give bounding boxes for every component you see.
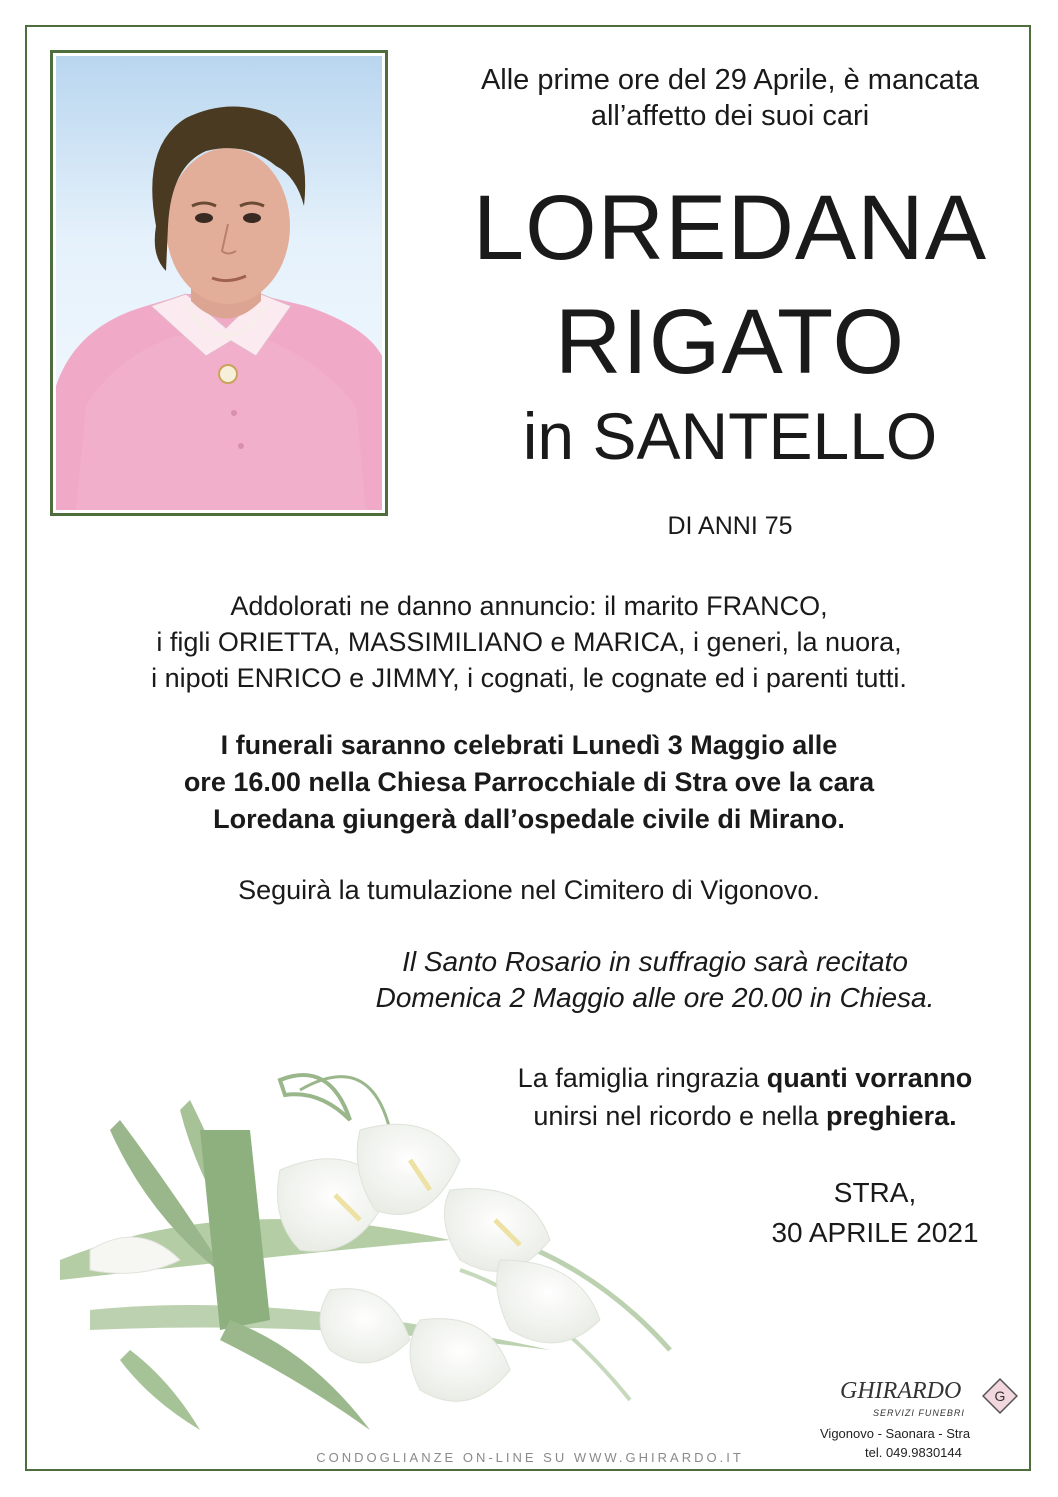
announcement-block bbox=[40, 588, 1018, 696]
funeral-block bbox=[40, 727, 1018, 838]
portrait-illustration bbox=[56, 56, 382, 510]
burial-text: Seguirà la tumulazione nel Cimitero di Vigonovo. bbox=[238, 875, 820, 905]
funeral-line: I funerali saranno celebrati Lunedì 3 Maggio alle bbox=[220, 730, 838, 760]
first-name: LOREDANA bbox=[472, 177, 988, 279]
age-label: DI ANNI 75 bbox=[667, 512, 793, 540]
intro-line: all’affetto dei suoi cari bbox=[590, 100, 870, 132]
rosary-block bbox=[300, 944, 1010, 1016]
rosary-line: Domenica 2 Maggio alle ore 20.00 in Chiesa. bbox=[375, 982, 935, 1013]
thanks-block bbox=[450, 1059, 1040, 1135]
announcement-line: i figli ORIETTA, MASSIMILIANO e MARICA, i generi, la nuora, bbox=[156, 627, 902, 657]
portrait-photo bbox=[50, 50, 388, 516]
logo-diamond-icon bbox=[982, 1378, 1018, 1414]
thanks-line bbox=[450, 1059, 1040, 1097]
announcement-line: Addolorati ne danno annuncio: il marito FRANCO, bbox=[230, 591, 828, 621]
married-name: in SANTELLO bbox=[522, 399, 938, 473]
announcement-line: i nipoti ENRICO e JIMMY, i cognati, le cognate ed i parenti tutti. bbox=[151, 663, 907, 693]
thanks-text: unirsi nel ricordo e nella bbox=[533, 1101, 827, 1131]
place-date bbox=[750, 1173, 1000, 1253]
logo-mark-letter: G bbox=[994, 1388, 1006, 1404]
rosary-line: Il Santo Rosario in suffragio sarà recitato bbox=[402, 946, 908, 977]
thanks-emphasis: quanti vorranno bbox=[766, 1063, 973, 1093]
logo-phone: tel. 049.9830144 bbox=[865, 1445, 962, 1460]
last-name: RIGATO bbox=[554, 291, 906, 393]
thanks-text: La famiglia ringrazia bbox=[517, 1063, 767, 1093]
logo-locations: Vigonovo - Saonara - Stra bbox=[820, 1426, 971, 1441]
thanks-emphasis: preghiera. bbox=[826, 1101, 957, 1131]
condolences-footer: CONDOGLIANZE ON-LINE SU WWW.GHIRARDO.IT bbox=[316, 1450, 744, 1465]
intro-line: Alle prime ore del 29 Aprile, è mancata bbox=[480, 64, 980, 96]
date-label: 30 APRILE 2021 bbox=[771, 1217, 979, 1248]
intro-text bbox=[420, 62, 1040, 134]
logo-name: GHIRARDO bbox=[840, 1378, 962, 1404]
place-label: STRA, bbox=[833, 1177, 917, 1208]
logo-subtitle: SERVIZI FUNEBRI bbox=[873, 1408, 965, 1418]
funeral-line: ore 16.00 nella Chiesa Parrocchiale di Stra ove la cara bbox=[183, 767, 875, 797]
thanks-line bbox=[450, 1097, 1040, 1135]
funeral-line: Loredana giungerà dall’ospedale civile di Mirano. bbox=[213, 804, 845, 834]
ghirardo-logo bbox=[820, 1378, 1025, 1468]
